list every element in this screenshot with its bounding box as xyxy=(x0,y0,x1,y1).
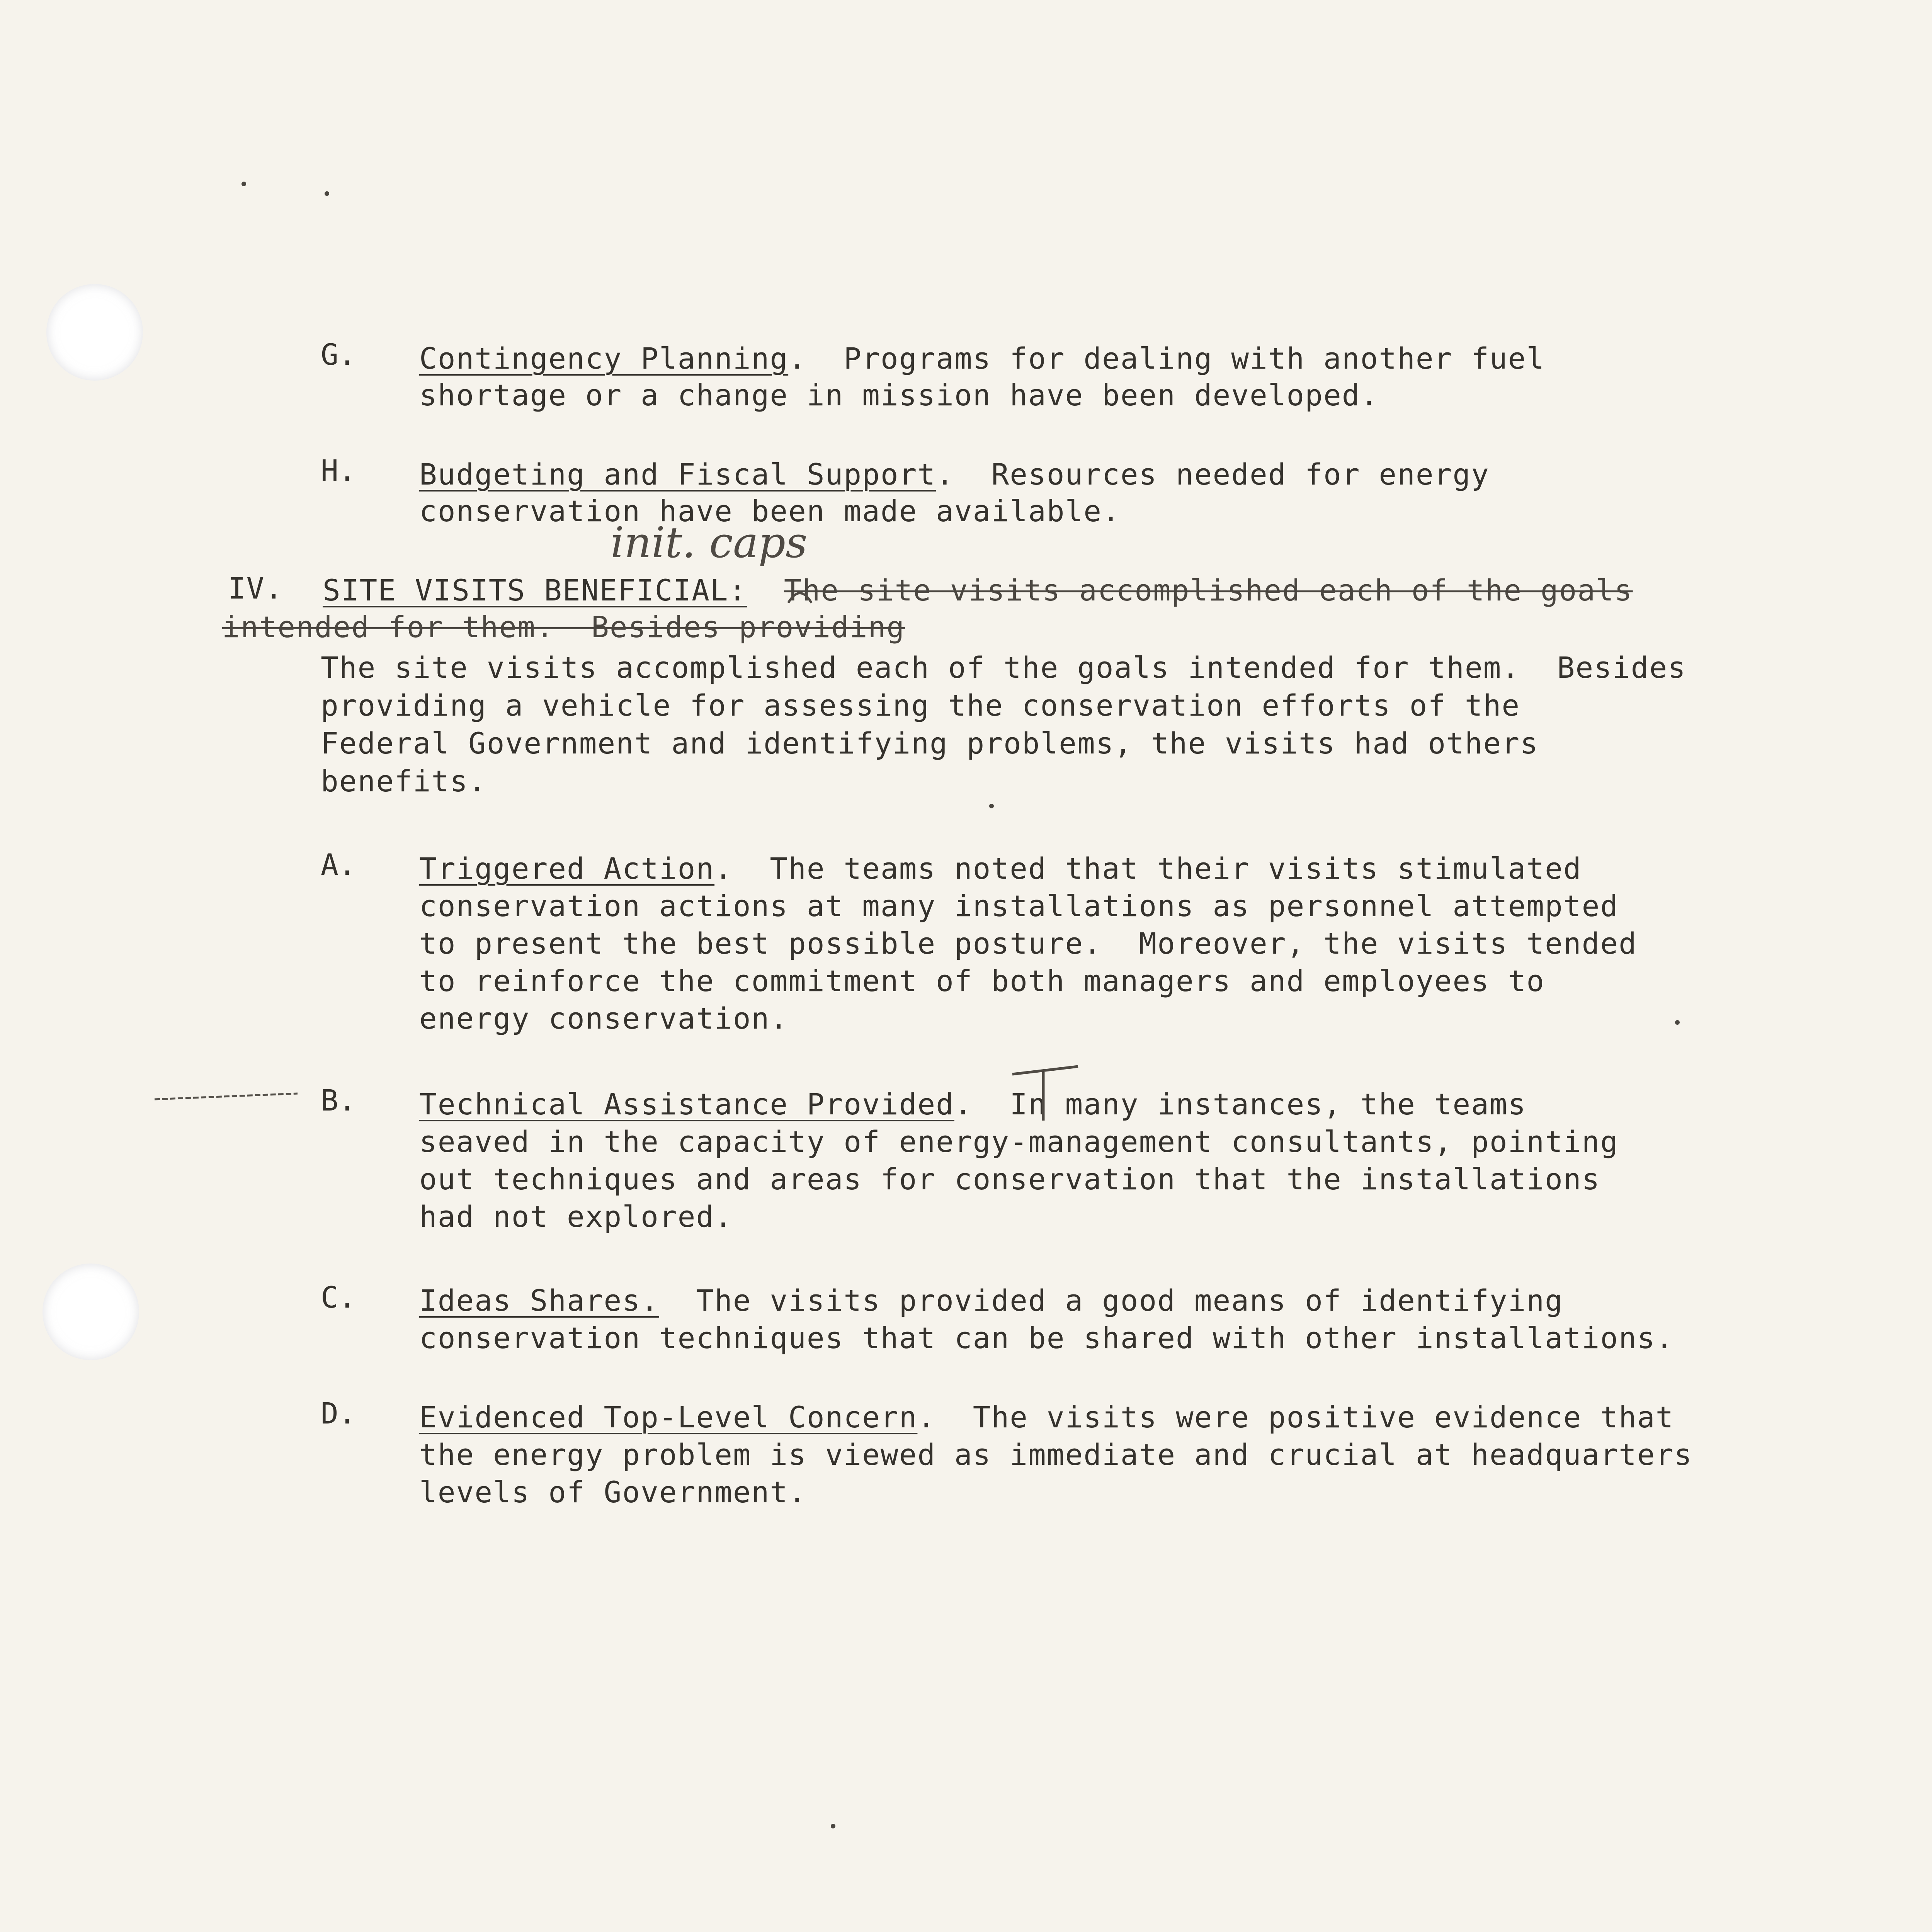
item-b-line-1: Technical Assistance Provided. In many instances, the teams xyxy=(419,1087,1527,1121)
section-iv-body-line-2: providing a vehicle for assessing the conservation efforts of the xyxy=(321,688,1520,723)
section-iv-body-line-1: The site visits accomplished each of the goals intended for them. Besides xyxy=(321,650,1686,685)
item-d-line-1: Evidenced Top-Level Concern. The visits were positive evidence that xyxy=(419,1400,1674,1434)
struck-text-line-2: intended for them. Besides providing xyxy=(222,610,905,644)
margin-pencil-line xyxy=(155,1094,298,1099)
item-d-line-3: levels of Government. xyxy=(419,1475,807,1509)
section-g-line-1: Contingency Planning. Programs for dealing with another fuel xyxy=(419,341,1545,376)
capitalize-mark xyxy=(1012,1066,1078,1074)
handwritten-annotation-init-caps: init. caps xyxy=(611,518,808,567)
item-b-line-4: had not explored. xyxy=(419,1199,733,1234)
item-a-line-3: to present the best possible posture. Moreover, the visits tended xyxy=(419,926,1637,961)
section-g-heading: Contingency Planning xyxy=(419,341,789,376)
item-b-line-3: out techniques and areas for conservation that the installations xyxy=(419,1162,1600,1196)
section-h-line-2: conservation have been made available. xyxy=(419,494,1121,528)
item-a-line-1: Triggered Action. The teams noted that their visits stimulated xyxy=(419,851,1582,886)
item-b-line-2: seaved in the capacity of energy-management consultants, pointing xyxy=(419,1124,1619,1159)
item-a-letter: A. xyxy=(321,847,356,882)
item-a-line-2: conservation actions at many installations as personnel attempted xyxy=(419,889,1619,923)
item-a-line-4: to reinforce the commitment of both managers and employees to xyxy=(419,964,1545,998)
section-iv-heading: SITE VISITS BENEFICIAL: xyxy=(323,573,747,607)
struck-text-line-1: The site visits accomplished each of the goals xyxy=(784,573,1633,607)
section-g-letter: G. xyxy=(321,337,356,372)
item-d-line-2: the energy problem is viewed as immediate and crucial at headquarters xyxy=(419,1437,1693,1472)
section-iv-body-line-3: Federal Government and identifying problems, the visits had others xyxy=(321,726,1539,760)
item-b-letter: B. xyxy=(321,1083,356,1117)
item-c-letter: C. xyxy=(321,1280,356,1315)
item-c-heading: Ideas Shares. xyxy=(419,1283,659,1318)
item-d-heading: Evidenced Top-Level Concern xyxy=(419,1400,918,1434)
section-h-letter: H. xyxy=(321,453,356,488)
item-a-line-5: energy conservation. xyxy=(419,1001,789,1036)
item-d-letter: D. xyxy=(321,1396,356,1430)
item-b-heading: Technical Assistance Provided xyxy=(419,1087,954,1121)
section-iv-numeral: IV. xyxy=(228,571,284,605)
item-c-line-1: Ideas Shares. The visits provided a good means of identifying xyxy=(419,1283,1563,1318)
item-c-line-2: conservation techniques that can be shared with other installations. xyxy=(419,1321,1674,1355)
item-a-heading: Triggered Action xyxy=(419,851,715,886)
section-iv-body-line-4: benefits. xyxy=(321,764,487,798)
section-h-heading: Budgeting and Fiscal Support xyxy=(419,457,936,492)
section-h-line-1: Budgeting and Fiscal Support. Resources needed for energy xyxy=(419,457,1490,492)
section-g-line-2: shortage or a change in mission have been developed. xyxy=(419,378,1379,412)
caret-mark xyxy=(788,593,811,603)
